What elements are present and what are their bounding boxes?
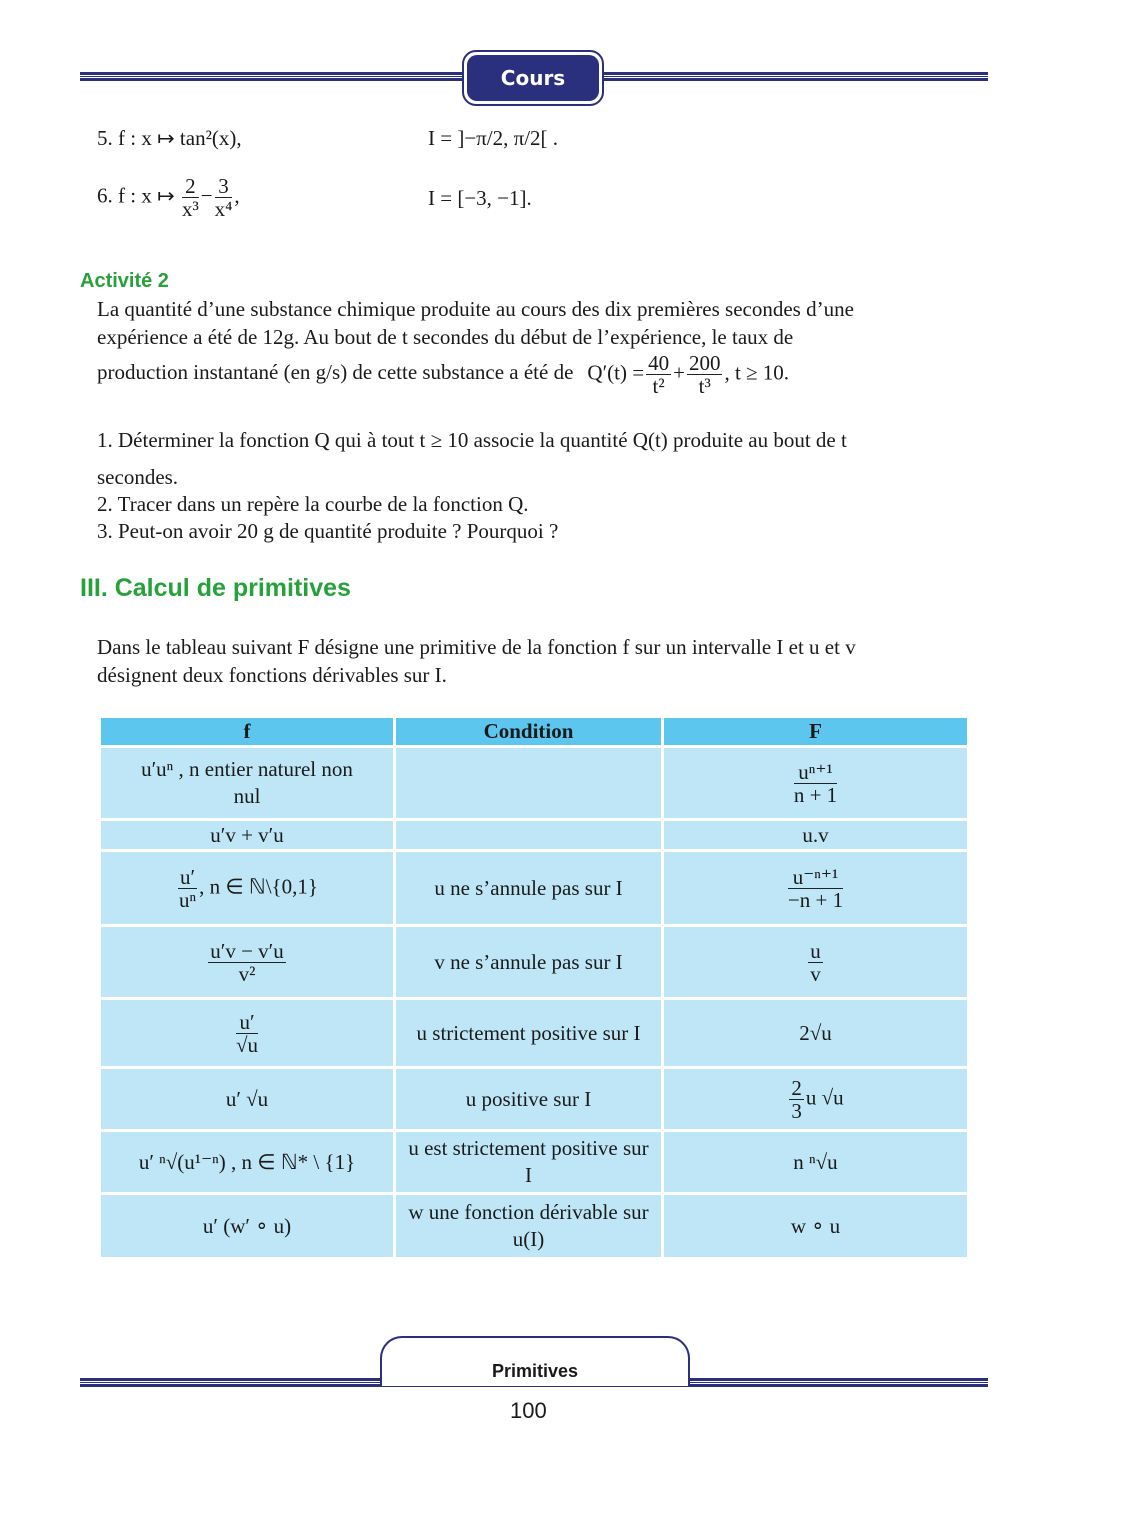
page-number: 100 [510, 1398, 547, 1423]
exercise-6-interval: I = [−3, −1]. [428, 186, 532, 210]
cell-F: $\frac{u}{v}$ [664, 927, 967, 997]
cell-f: u′v + v′u [101, 821, 393, 849]
cell-F: w ∘ u [664, 1195, 967, 1257]
exercise-6: 6. f : x ↦ $\frac{2}{\text{x³}}$ − $\frac{3}{\text{x⁴}}$ , [97, 174, 240, 222]
cell-f: $\frac{u'v - v'u}{\text{v²}}$ [101, 927, 393, 997]
cell-F: $\frac{2}{3}$ u √u [664, 1069, 967, 1129]
cell-f: $\frac{u'}{√u}$ [101, 1000, 393, 1066]
cell-f: u′ √u [101, 1069, 393, 1129]
section-title: III. Calcul de primitives [80, 574, 351, 602]
table-row [101, 748, 967, 818]
footer-chapter: Primitives [380, 1336, 690, 1386]
table-header-row [101, 718, 967, 745]
table-row [101, 852, 967, 924]
section-intro: Dans le tableau suivant F désigne une primitive de la fonction f sur un intervalle I et u et v [97, 635, 856, 659]
cell-F: $\frac{\text{uⁿ⁺¹}}{n + 1}$ [664, 748, 967, 818]
table-row [101, 1000, 967, 1066]
cours-label: Cours [467, 55, 599, 101]
activity-text: expérience a été de 12g. Au bout de t secondes du début de l’expérience, le taux de [97, 325, 794, 349]
question-1: 1. Déterminer la fonction Q qui à tout t ≥ 10 associe la quantité Q(t) produite au bout de t [97, 428, 847, 452]
cell-F: 2√u [664, 1000, 967, 1066]
cell-f: $\frac{u'}{\text{uⁿ}}$ , n ∈ ℕ\{0,1} [101, 852, 393, 924]
question-1-cont: secondes. [97, 465, 179, 489]
cell-condition [396, 821, 661, 849]
header-f: f [101, 718, 393, 745]
primitives-table [98, 715, 970, 1260]
section-intro: désignent deux fonctions dérivables sur I. [97, 663, 447, 687]
cell-condition: w une fonction dérivable sur u(I) [396, 1195, 661, 1257]
cell-F: $\frac{\text{u⁻ⁿ⁺¹}}{-n + 1}$ [664, 852, 967, 924]
question-2: 2. Tracer dans un repère la courbe de la fonction Q. [97, 492, 529, 516]
activity-text-formula: production instantané (en g/s) de cette substance a été de Q′(t) = $\frac{40}{\text{t²}}$ + $\frac{200}{\text{t³}}$ , t ≥ 10. [97, 351, 790, 399]
cours-badge [462, 50, 604, 106]
cell-condition: v ne s’annule pas sur I [396, 927, 661, 997]
cell-F: n ⁿ√u [664, 1132, 967, 1192]
table-row [101, 1195, 967, 1257]
activity-title: Activité 2 [80, 270, 169, 292]
cell-condition: u positive sur I [396, 1069, 661, 1129]
table-row [101, 1132, 967, 1192]
cell-condition [396, 748, 661, 818]
cell-f: u′uⁿ , n entier naturel non nul [101, 748, 393, 818]
cell-condition: u strictement positive sur I [396, 1000, 661, 1066]
activity-text: La quantité d’une substance chimique produite au cours des dix premières secondes d’une [97, 297, 854, 321]
header-rule [80, 72, 465, 81]
table-row [101, 927, 967, 997]
header-condition: Condition [396, 718, 661, 745]
header-rule [602, 72, 988, 81]
header-F: F [664, 718, 967, 745]
question-3: 3. Peut-on avoir 20 g de quantité produite ? Pourquoi ? [97, 519, 559, 543]
cell-condition: u ne s’annule pas sur I [396, 852, 661, 924]
cell-f: u′ ⁿ√(u¹⁻ⁿ) , n ∈ ℕ* \ {1} [101, 1132, 393, 1192]
exercise-5-interval: I = ]−π/2, π/2[ . [428, 126, 559, 150]
cell-condition: u est strictement positive sur I [396, 1132, 661, 1192]
cell-f: u′ (w′ ∘ u) [101, 1195, 393, 1257]
cell-F: u.v [664, 821, 967, 849]
exercise-5: 5. f : x ↦ tan²(x), [97, 126, 242, 150]
table-row [101, 821, 967, 849]
table-row [101, 1069, 967, 1129]
